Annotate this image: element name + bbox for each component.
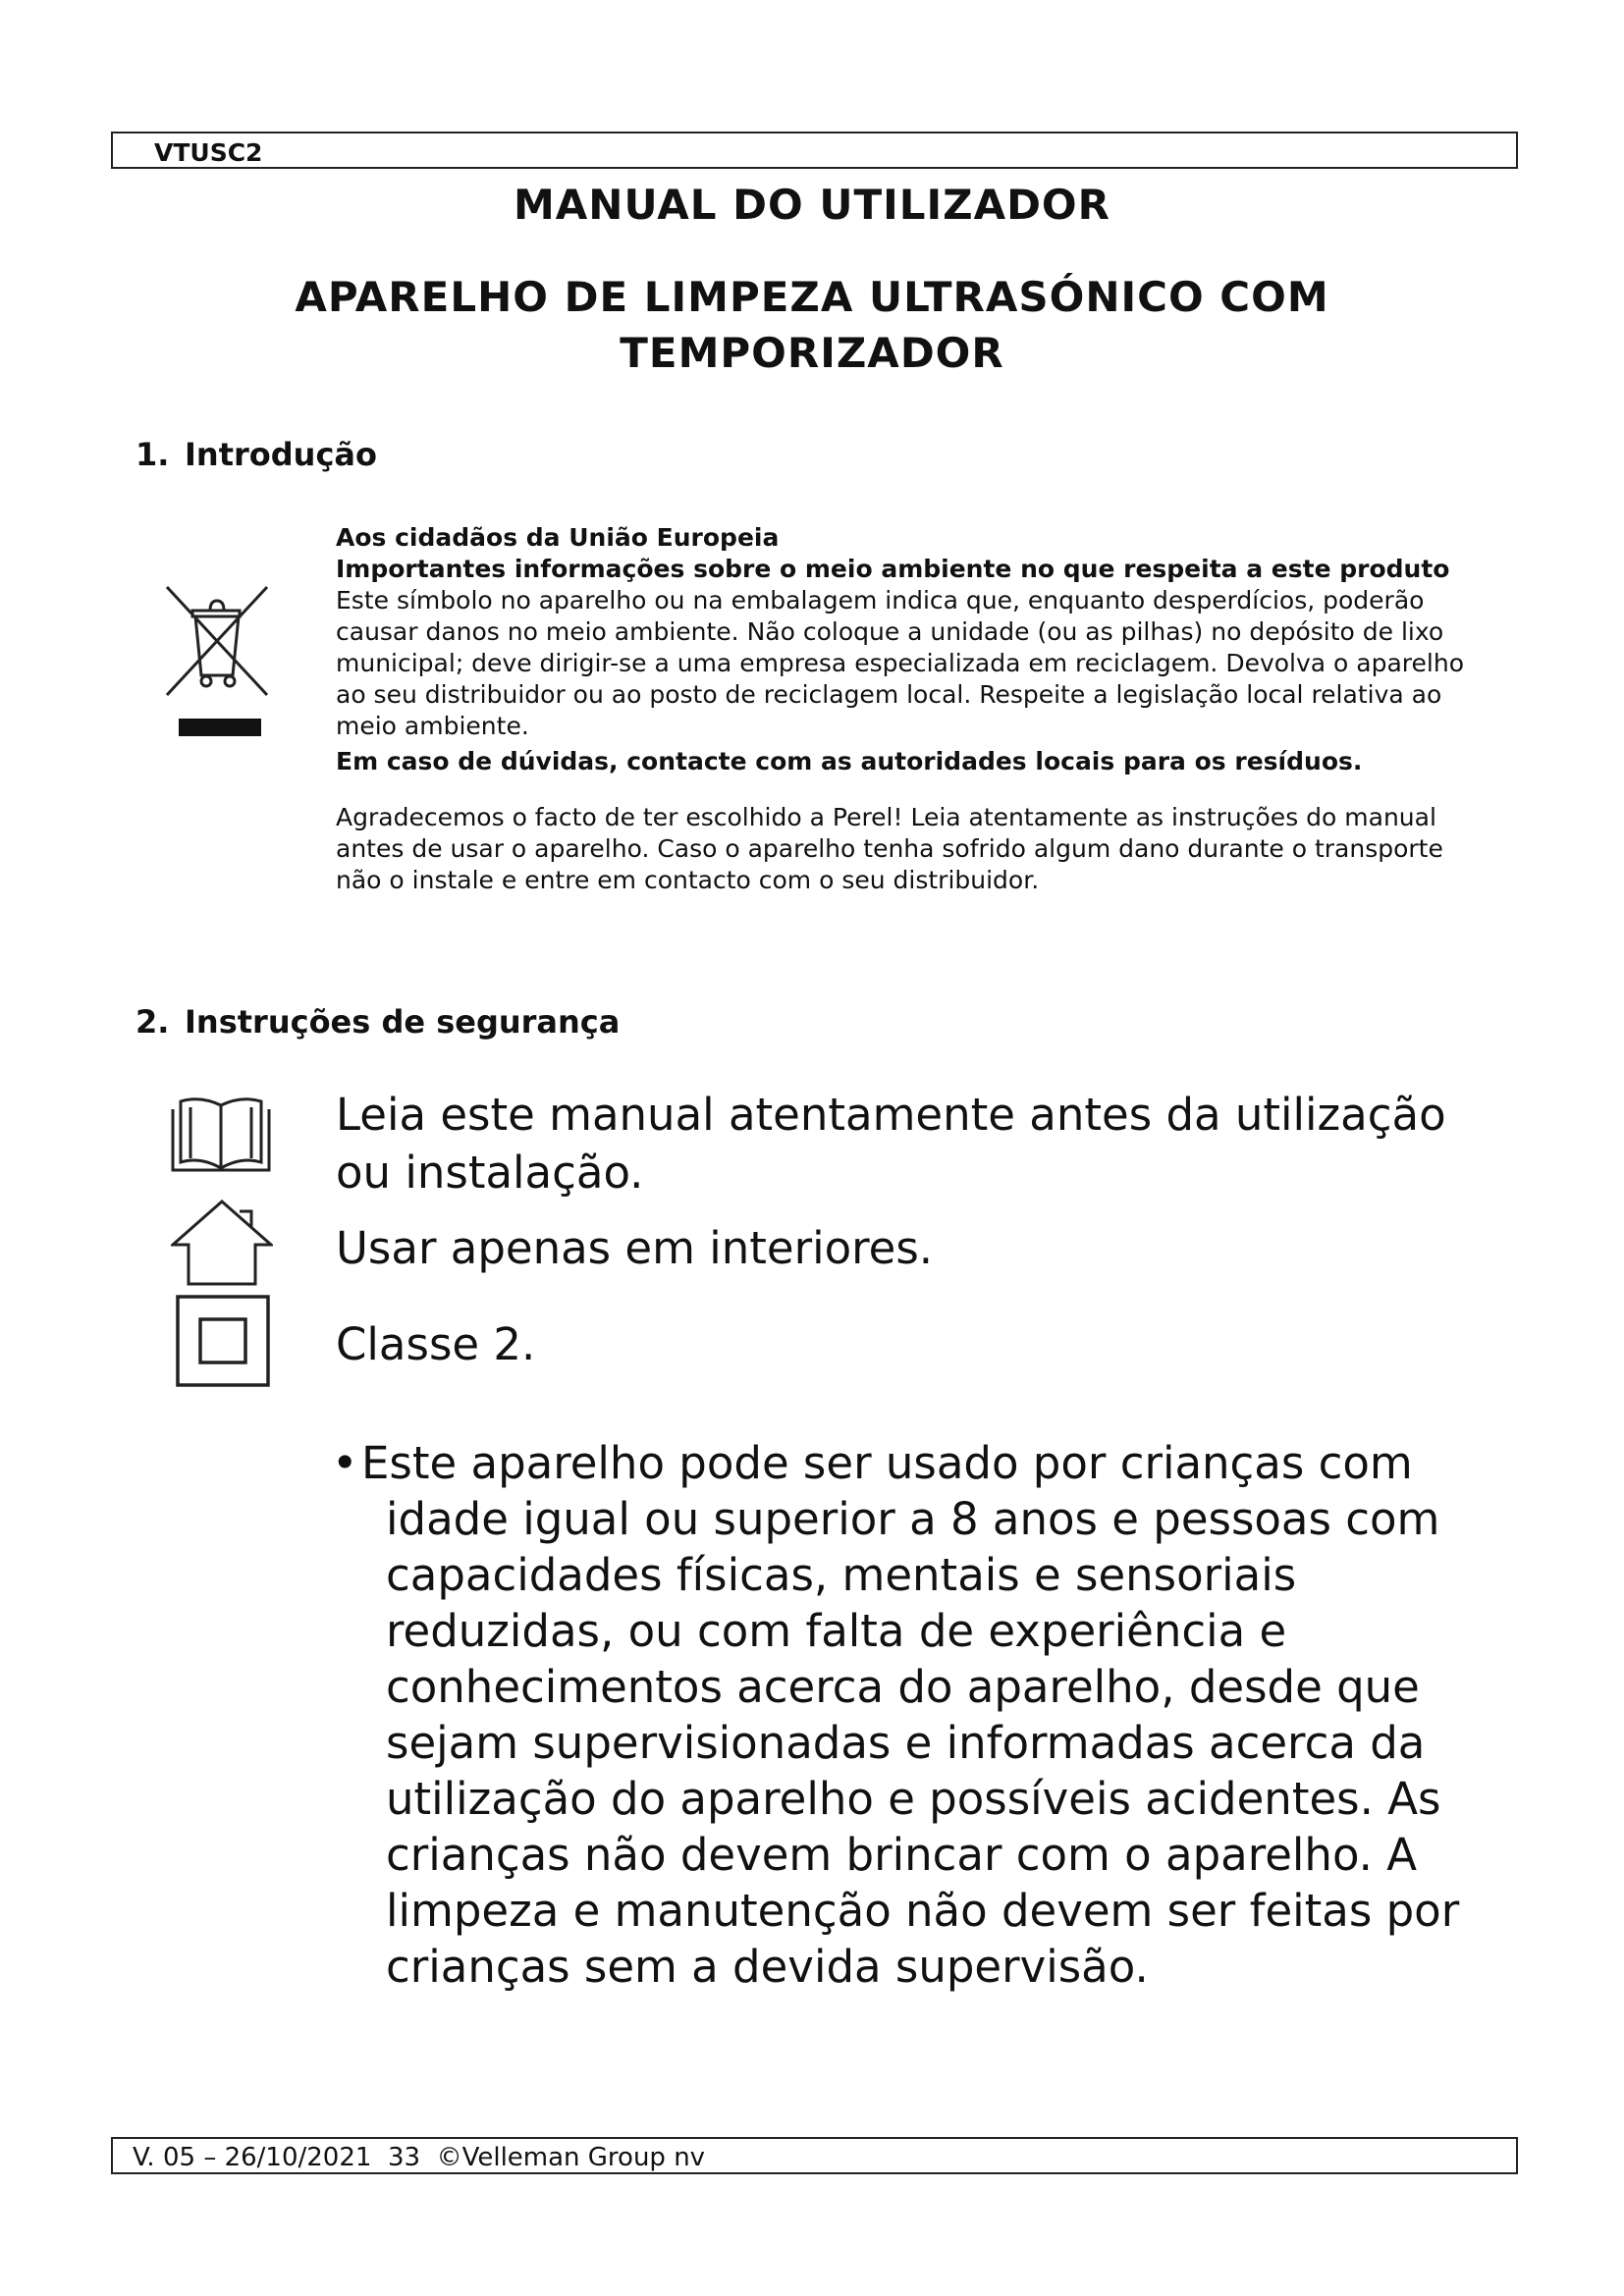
footer-bar [111,2137,1518,2174]
class-2-icon [175,1294,271,1388]
children-warning-list-item [332,1435,1510,1995]
footer-text: V. 05 – 26/10/2021 33 ©Velleman Group nv [133,2143,706,2172]
bullet-marker: • [332,1437,358,1489]
thanks-text: Agradecemos o facto de ter escolhido a Perel! Leia atentamente as instruções do manual antes de usar o aparelho. Caso o aparelho tenha sofrido algum dano durante o transporte não o instale e entre em contacto com o seu distribuidor. [336,803,1443,894]
safety-item-class-2: Classe 2. [336,1318,536,1370]
product-title: APARELHO DE LIMPEZA ULTRASÓNICO COM TEMPORIZADOR [295,273,1329,377]
manual-book-icon [169,1092,273,1174]
section-title: Instruções de segurança [185,1003,621,1041]
intro-text-block [336,522,1485,896]
eu-heading: Aos cidadãos da União Europeia [336,523,780,552]
children-warning-text: Este aparelho pode ser usado por crianças com idade igual ou superior a 8 anos e pessoas com capacidades físicas, mentais e sensoriais reduzidas, ou com falta de experiência e conhecimentos acerca do aparelho, desde que sejam supervisionadas e informadas acerca da utilização do aparelho e possíveis acidentes. As crianças não devem brincar com o aparelho. A limpeza e manutenção não devem ser feitas por crianças sem a devida supervisão. [361,1437,1460,1993]
safety-item-indoor-only: Usar apenas em interiores. [336,1222,934,1274]
env-text: Este símbolo no aparelho ou na embalagem indica que, enquanto desperdícios, poderão causar danos no meio ambiente. Não coloque a unidade (ou as pilhas) no depósito de lixo municipal; deve dirigir-se a uma empresa especializada em reciclagem. Devolva o aparelho ao seu distribuidor ou ao posto de reciclagem local. Respeite a legislação local relativa ao meio ambiente. [336,586,1464,740]
model-code: VTUSC2 [154,138,263,167]
section-heading-intro [135,436,377,473]
safety-item-read-manual: Leia este manual atentamente antes da utilização ou instalação. [336,1089,1446,1199]
section-number: 1. [135,436,170,473]
indoor-house-icon [171,1198,273,1288]
section-title: Introdução [185,436,377,473]
weee-bin-icon [165,585,275,746]
section-number: 2. [135,1003,170,1041]
manual-title: MANUAL DO UTILIZADOR [514,181,1110,229]
doubt-text: Em caso de dúvidas, contacte com as autoridades locais para os resíduos. [336,747,1363,775]
header-bar [111,132,1518,169]
section-heading-safety [135,1003,620,1041]
env-heading: Importantes informações sobre o meio ambiente no que respeita a este produto [336,555,1450,583]
